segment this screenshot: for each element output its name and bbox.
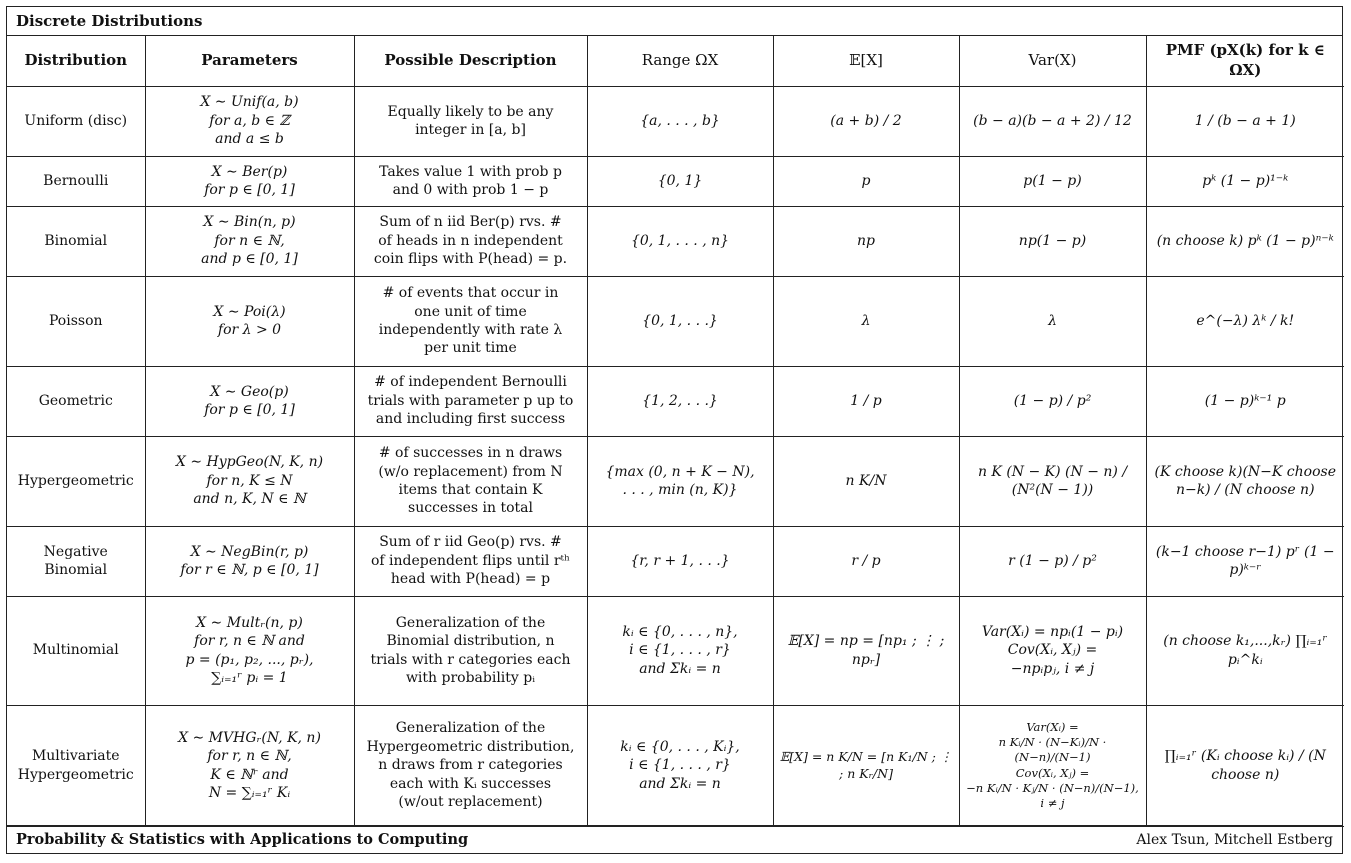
row-negative-binomial: [7, 526, 1344, 596]
cell-var: λ: [959, 276, 1146, 366]
cell-desc: Generalization of the Binomial distribution, n trials with r categories each with probability pᵢ: [354, 596, 587, 705]
cell-name: Bernoulli: [7, 156, 145, 206]
row-hypergeometric: [7, 436, 1344, 526]
cell-desc: Sum of n iid Ber(p) rvs. # of heads in n independent coin flips with P(head) = p.: [354, 206, 587, 276]
cell-params: X ∼ NegBin(r, p) for r ∈ ℕ, p ∈ [0, 1]: [145, 526, 354, 596]
row-binomial: [7, 206, 1344, 276]
row-multinomial: [7, 596, 1344, 705]
cell-pmf: (n choose k) pᵏ (1 − p)ⁿ⁻ᵏ: [1146, 206, 1344, 276]
cell-range: {r, r + 1, . . .}: [587, 526, 773, 596]
row-geometric: [7, 366, 1344, 436]
header-distribution: Distribution: [7, 36, 145, 86]
cell-range: {0, 1, . . . , n}: [587, 206, 773, 276]
cell-var: Var(Xᵢ) = n Kᵢ/N · (N−Kᵢ)/N · (N−n)/(N−1) Cov(Xᵢ, Xⱼ) = −n Kᵢ/N · Kⱼ/N · (N−n)/(N−1), i ≠ j: [959, 705, 1146, 826]
row-bernoulli: [7, 156, 1344, 206]
footer-authors: Alex Tsun, Mitchell Estberg: [1136, 831, 1333, 848]
cell-desc: # of events that occur in one unit of time independently with rate λ per unit time: [354, 276, 587, 366]
cell-name: Poisson: [7, 276, 145, 366]
cell-var: n K (N − K) (N − n) / (N²(N − 1)): [959, 436, 1146, 526]
header-parameters: Parameters: [145, 36, 354, 86]
row-poisson: [7, 276, 1344, 366]
cell-name: Hypergeometric: [7, 436, 145, 526]
sheet-title: Discrete Distributions: [7, 7, 1342, 36]
cell-params: X ∼ MVHGᵣ(N, K, n) for r, n ∈ ℕ, K ∈ ℕʳ and N = ∑ᵢ₌₁ʳ Kᵢ: [145, 705, 354, 826]
cell-params: X ∼ Geo(p) for p ∈ [0, 1]: [145, 366, 354, 436]
cell-range: {max (0, n + K − N), . . . , min (n, K)}: [587, 436, 773, 526]
cell-pmf: e^(−λ) λᵏ / k!: [1146, 276, 1344, 366]
cell-var: (b − a)(b − a + 2) / 12: [959, 86, 1146, 156]
header-variance: Var(X): [959, 36, 1146, 86]
distributions-table: [7, 36, 1344, 827]
cell-mean: r / p: [773, 526, 959, 596]
cell-pmf: 1 / (b − a + 1): [1146, 86, 1344, 156]
footer-course-title: Probability & Statistics with Applications to Computing: [16, 831, 469, 848]
cell-var: np(1 − p): [959, 206, 1146, 276]
header-description: Possible Description: [354, 36, 587, 86]
cell-mean: p: [773, 156, 959, 206]
cell-name: Negative Binomial: [7, 526, 145, 596]
cell-desc: Generalization of the Hypergeometric distribution, n draws from r categories each with Kᵢ successes (w/out replacement): [354, 705, 587, 826]
cell-mean: 𝔼[X] = np = [np₁ ; ⋮ ; npᵣ]: [773, 596, 959, 705]
cell-desc: # of independent Bernoulli trials with parameter p up to and including first success: [354, 366, 587, 436]
cell-var: Var(Xᵢ) = npᵢ(1 − pᵢ) Cov(Xᵢ, Xⱼ) = −npᵢpⱼ, i ≠ j: [959, 596, 1146, 705]
cell-params: X ∼ Unif(a, b) for a, b ∈ ℤ and a ≤ b: [145, 86, 354, 156]
cell-mean: 𝔼[X] = n K/N = [n K₁/N ; ⋮ ; n Kᵣ/N]: [773, 705, 959, 826]
sheet-footer: [7, 825, 1342, 853]
cell-range: {0, 1}: [587, 156, 773, 206]
cell-range: {1, 2, . . .}: [587, 366, 773, 436]
distribution-sheet: [6, 6, 1343, 854]
cell-range: kᵢ ∈ {0, . . . , Kᵢ}, i ∈ {1, . . . , r} and Σkᵢ = n: [587, 705, 773, 826]
cell-desc: Sum of r iid Geo(p) rvs. # of independent flips until rᵗʰ head with P(head) = p: [354, 526, 587, 596]
cell-name: Binomial: [7, 206, 145, 276]
cell-range: kᵢ ∈ {0, . . . , n}, i ∈ {1, . . . , r} and Σkᵢ = n: [587, 596, 773, 705]
header-range: Range ΩX: [587, 36, 773, 86]
cell-pmf: ∏ᵢ₌₁ʳ (Kᵢ choose kᵢ) / (N choose n): [1146, 705, 1344, 826]
cell-pmf: (k−1 choose r−1) pʳ (1 − p)ᵏ⁻ʳ: [1146, 526, 1344, 596]
cell-range: {0, 1, . . .}: [587, 276, 773, 366]
cell-mean: λ: [773, 276, 959, 366]
cell-pmf: (1 − p)ᵏ⁻¹ p: [1146, 366, 1344, 436]
header-pmf: PMF (pX(k) for k ∈ ΩX): [1146, 36, 1344, 86]
cell-name: Multivariate Hypergeometric: [7, 705, 145, 826]
cell-pmf: (n choose k₁,...,kᵣ) ∏ᵢ₌₁ʳ pᵢ^kᵢ: [1146, 596, 1344, 705]
cell-pmf: pᵏ (1 − p)¹⁻ᵏ: [1146, 156, 1344, 206]
cell-pmf: (K choose k)(N−K choose n−k) / (N choose n): [1146, 436, 1344, 526]
cell-name: Geometric: [7, 366, 145, 436]
cell-mean: 1 / p: [773, 366, 959, 436]
cell-var: p(1 − p): [959, 156, 1146, 206]
cell-params: X ∼ Multᵣ(n, p) for r, n ∈ ℕ and p = (p₁, p₂, ..., pᵣ), ∑ᵢ₌₁ʳ pᵢ = 1: [145, 596, 354, 705]
cell-desc: Equally likely to be any integer in [a, b]: [354, 86, 587, 156]
cell-mean: np: [773, 206, 959, 276]
cell-mean: n K/N: [773, 436, 959, 526]
row-uniform: [7, 86, 1344, 156]
cell-desc: Takes value 1 with prob p and 0 with prob 1 − p: [354, 156, 587, 206]
cell-name: Uniform (disc): [7, 86, 145, 156]
header-expectation: 𝔼[X]: [773, 36, 959, 86]
header-row: [7, 36, 1344, 86]
cell-var: r (1 − p) / p²: [959, 526, 1146, 596]
cell-params: X ∼ Ber(p) for p ∈ [0, 1]: [145, 156, 354, 206]
cell-params: X ∼ Bin(n, p) for n ∈ ℕ, and p ∈ [0, 1]: [145, 206, 354, 276]
cell-name: Multinomial: [7, 596, 145, 705]
cell-var: (1 − p) / p²: [959, 366, 1146, 436]
row-multivariate-hypergeometric: [7, 705, 1344, 826]
cell-mean: (a + b) / 2: [773, 86, 959, 156]
cell-desc: # of successes in n draws (w/o replacement) from N items that contain K successes in total: [354, 436, 587, 526]
cell-params: X ∼ Poi(λ) for λ > 0: [145, 276, 354, 366]
cell-range: {a, . . . , b}: [587, 86, 773, 156]
cell-params: X ∼ HypGeo(N, K, n) for n, K ≤ N and n, K, N ∈ ℕ: [145, 436, 354, 526]
